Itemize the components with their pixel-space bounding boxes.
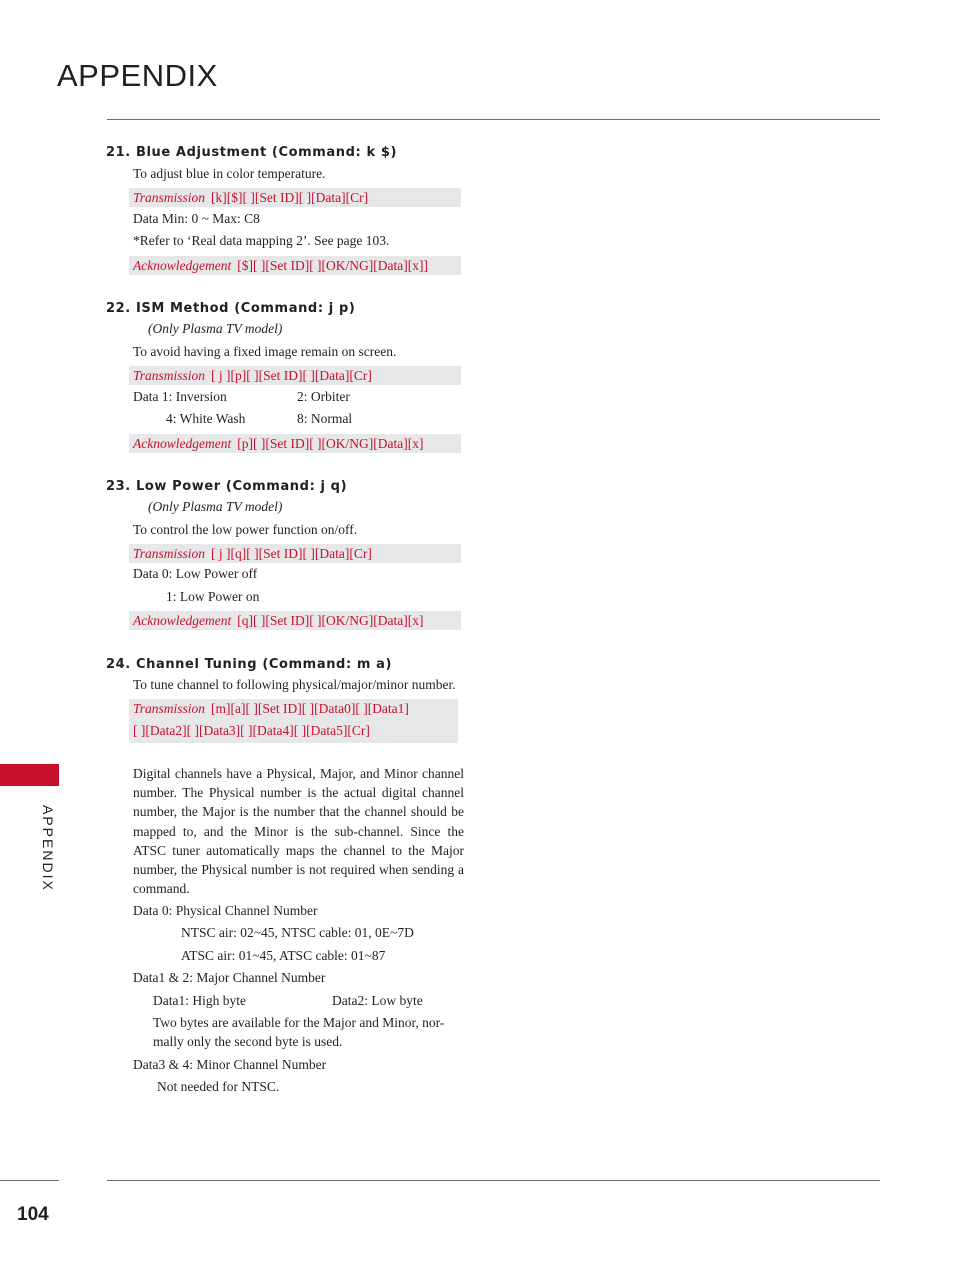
channel-tuning-transmission-box bbox=[129, 699, 458, 743]
header-divider bbox=[107, 119, 880, 120]
ism-data-normal: 8: Normal bbox=[297, 411, 353, 426]
ism-data-white-wash: 4: White Wash bbox=[166, 411, 246, 426]
channel-not-needed: Not needed for NTSC. bbox=[157, 1079, 280, 1094]
ack-label: Acknowledgement bbox=[133, 258, 232, 273]
channel-two-bytes-line-2: mally only the second byte is used. bbox=[153, 1034, 343, 1049]
channel-tuning-transmission-line-2 bbox=[129, 721, 458, 740]
channel-data2-low: Data2: Low byte bbox=[332, 993, 423, 1008]
channel-data34: Data3 & 4: Minor Channel Number bbox=[133, 1057, 327, 1072]
section-heading-blue-adjustment: 21. Blue Adjustment (Command: k $) bbox=[106, 145, 398, 160]
channel-data0: Data 0: Physical Channel Number bbox=[133, 903, 318, 918]
page-title: APPENDIX bbox=[57, 58, 218, 93]
section-heading-channel-tuning: 24. Channel Tuning (Command: m a) bbox=[106, 657, 393, 672]
blue-adjustment-intro: To adjust blue in color temperature. bbox=[133, 166, 326, 181]
low-power-data-on: 1: Low Power on bbox=[166, 589, 260, 604]
transmission-command-line-2: [ ][Data2][ ][Data3][ ][Data4][ ][Data5][Cr] bbox=[133, 723, 370, 738]
transmission-label: Transmission bbox=[133, 368, 206, 383]
footer-divider-left bbox=[0, 1180, 59, 1181]
ism-ack-box bbox=[129, 434, 461, 453]
ack-command: [$][ ][Set ID][ ][OK/NG][Data][x]] bbox=[237, 258, 429, 273]
channel-two-bytes-line-1: Two bytes are available for the Major and Minor, nor- bbox=[153, 1015, 445, 1030]
channel-atsc-range: ATSC air: 01~45, ATSC cable: 01~87 bbox=[181, 948, 386, 963]
transmission-command: [k][$][ ][Set ID][ ][Data][Cr] bbox=[211, 190, 369, 205]
transmission-label: Transmission bbox=[133, 190, 206, 205]
ism-transmission-box bbox=[129, 366, 461, 385]
side-section-label: APPENDIX bbox=[40, 805, 56, 892]
blue-adjustment-note: *Refer to ‘Real data mapping 2’. See page 103. bbox=[133, 233, 390, 248]
low-power-ack-box bbox=[129, 611, 461, 630]
ack-command: [q][ ][Set ID][ ][OK/NG][Data][x] bbox=[237, 613, 424, 628]
transmission-command-line-1: [m][a][ ][Set ID][ ][Data0][ ][Data1] bbox=[211, 701, 409, 716]
ism-model-note: (Only Plasma TV model) bbox=[148, 321, 283, 336]
page-number: 104 bbox=[17, 1204, 49, 1225]
footer-divider bbox=[107, 1180, 880, 1181]
ism-data-inversion: Data 1: Inversion bbox=[133, 389, 227, 404]
transmission-label: Transmission bbox=[133, 546, 206, 561]
low-power-data-off: Data 0: Low Power off bbox=[133, 566, 258, 581]
channel-data12: Data1 & 2: Major Channel Number bbox=[133, 970, 326, 985]
low-power-transmission-box bbox=[129, 544, 461, 563]
transmission-command: [ j ][q][ ][Set ID][ ][Data][Cr] bbox=[211, 546, 372, 561]
ack-label: Acknowledgement bbox=[133, 613, 232, 628]
blue-adjustment-data-range: Data Min: 0 ~ Max: C8 bbox=[133, 211, 260, 226]
low-power-intro: To control the low power function on/off. bbox=[133, 522, 358, 537]
side-tab-marker bbox=[0, 764, 59, 786]
blue-adjustment-ack-box bbox=[129, 256, 461, 275]
ack-command: [p][ ][Set ID][ ][OK/NG][Data][x] bbox=[237, 436, 424, 451]
channel-ntsc-range: NTSC air: 02~45, NTSC cable: 01, 0E~7D bbox=[181, 925, 414, 940]
blue-adjustment-transmission-box bbox=[129, 188, 461, 207]
section-heading-low-power: 23. Low Power (Command: j q) bbox=[106, 479, 348, 494]
transmission-label: Transmission bbox=[133, 701, 206, 716]
low-power-model-note: (Only Plasma TV model) bbox=[148, 499, 283, 514]
ism-intro: To avoid having a fixed image remain on screen. bbox=[133, 344, 397, 359]
section-heading-ism-method: 22. ISM Method (Command: j p) bbox=[106, 301, 356, 316]
channel-tuning-transmission-line-1 bbox=[129, 699, 458, 718]
transmission-command: [ j ][p][ ][Set ID][ ][Data][Cr] bbox=[211, 368, 372, 383]
ism-data-orbiter: 2: Orbiter bbox=[297, 389, 350, 404]
channel-data1-high: Data1: High byte bbox=[153, 993, 246, 1008]
channel-tuning-paragraph: Digital channels have a Physical, Major, and Minor channel number. The Physical number is the actual digital channel number, the Major is the number that the channel should be mapped to, and the Minor is the sub-channel. Since the ATSC tuner automatically maps the channel to the Major number, the Physical number is not required when sending a command. bbox=[133, 766, 464, 897]
ack-label: Acknowledgement bbox=[133, 436, 232, 451]
channel-tuning-intro: To tune channel to following physical/major/minor number. bbox=[133, 677, 456, 692]
